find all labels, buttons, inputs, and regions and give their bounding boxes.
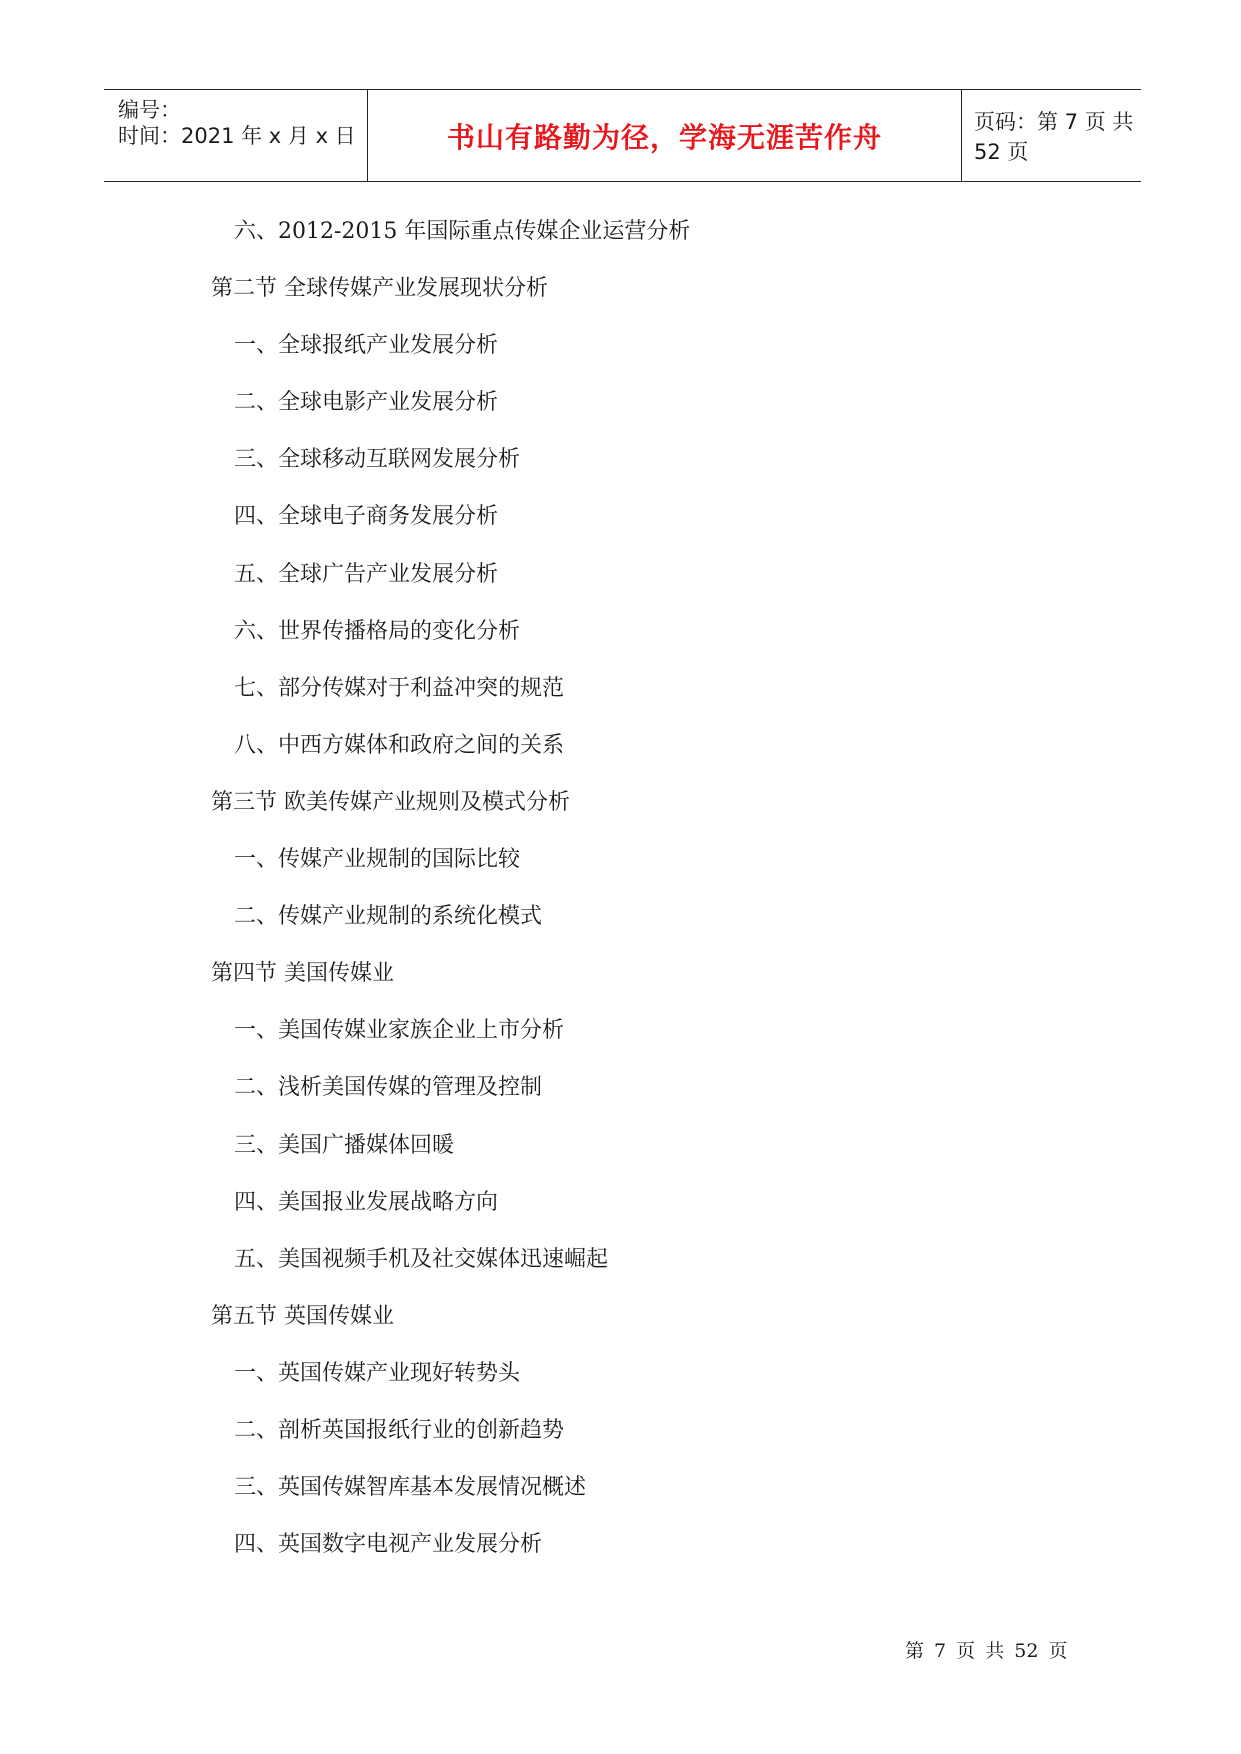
toc-list-item: 五、美国视频手机及社交媒体迅速崛起 [234,1246,609,1272]
toc-section-heading: 第三节 欧美传媒产业规则及模式分析 [211,789,570,815]
toc-list-item: 七、部分传媒对于利益冲突的规范 [234,675,565,701]
toc-list-item: 三、英国传媒智库基本发展情况概述 [234,1475,587,1501]
toc-list-item: 四、英国数字电视产业发展分析 [234,1532,543,1558]
toc-list-item: 二、传媒产业规制的系统化模式 [234,904,543,930]
header-motto: 书山有路勤为径，学海无涯苦作舟 [368,90,962,181]
toc-list-item: 四、全球电子商务发展分析 [234,504,499,530]
toc-section-heading: 第二节 全球传媒产业发展现状分析 [211,276,548,302]
toc-list-item: 二、全球电影产业发展分析 [234,390,499,416]
toc-list-item: 六、2012-2015 年国际重点传媒企业运营分析 [234,219,691,244]
header-meta-cell [104,90,368,181]
toc-list-item: 八、中西方媒体和政府之间的关系 [234,732,565,758]
toc-list-item: 六、世界传播格局的变化分析 [234,618,521,644]
toc-list-item: 二、剖析英国报纸行业的创新趋势 [234,1417,565,1443]
toc-list-item: 一、全球报纸产业发展分析 [234,333,499,359]
document-time-label: 时间：2021 年 x 月 x 日 [118,124,356,148]
page-header [104,89,1141,182]
toc-list-item: 三、全球移动互联网发展分析 [234,447,521,473]
toc-section-heading: 第五节 英国传媒业 [211,1303,394,1329]
toc-list-item: 一、传媒产业规制的国际比较 [234,847,521,873]
toc-list-item: 一、美国传媒业家族企业上市分析 [234,1018,565,1044]
toc-list-item: 二、浅析美国传媒的管理及控制 [234,1075,543,1101]
header-page-code: 页码：第 7 页 共 52 页 [974,109,1134,164]
table-of-contents [0,212,1241,1582]
toc-list-item: 一、英国传媒产业现好转势头 [234,1360,521,1386]
toc-section-heading: 第四节 美国传媒业 [211,961,394,987]
toc-list-item: 五、全球广告产业发展分析 [234,561,499,587]
page-footer-number: 第 7 页 共 52 页 [905,1640,1068,1662]
toc-list-item: 四、美国报业发展战略方向 [234,1189,499,1215]
toc-list-item: 三、美国广播媒体回暖 [234,1132,455,1158]
document-number-label: 编号： [118,98,181,122]
